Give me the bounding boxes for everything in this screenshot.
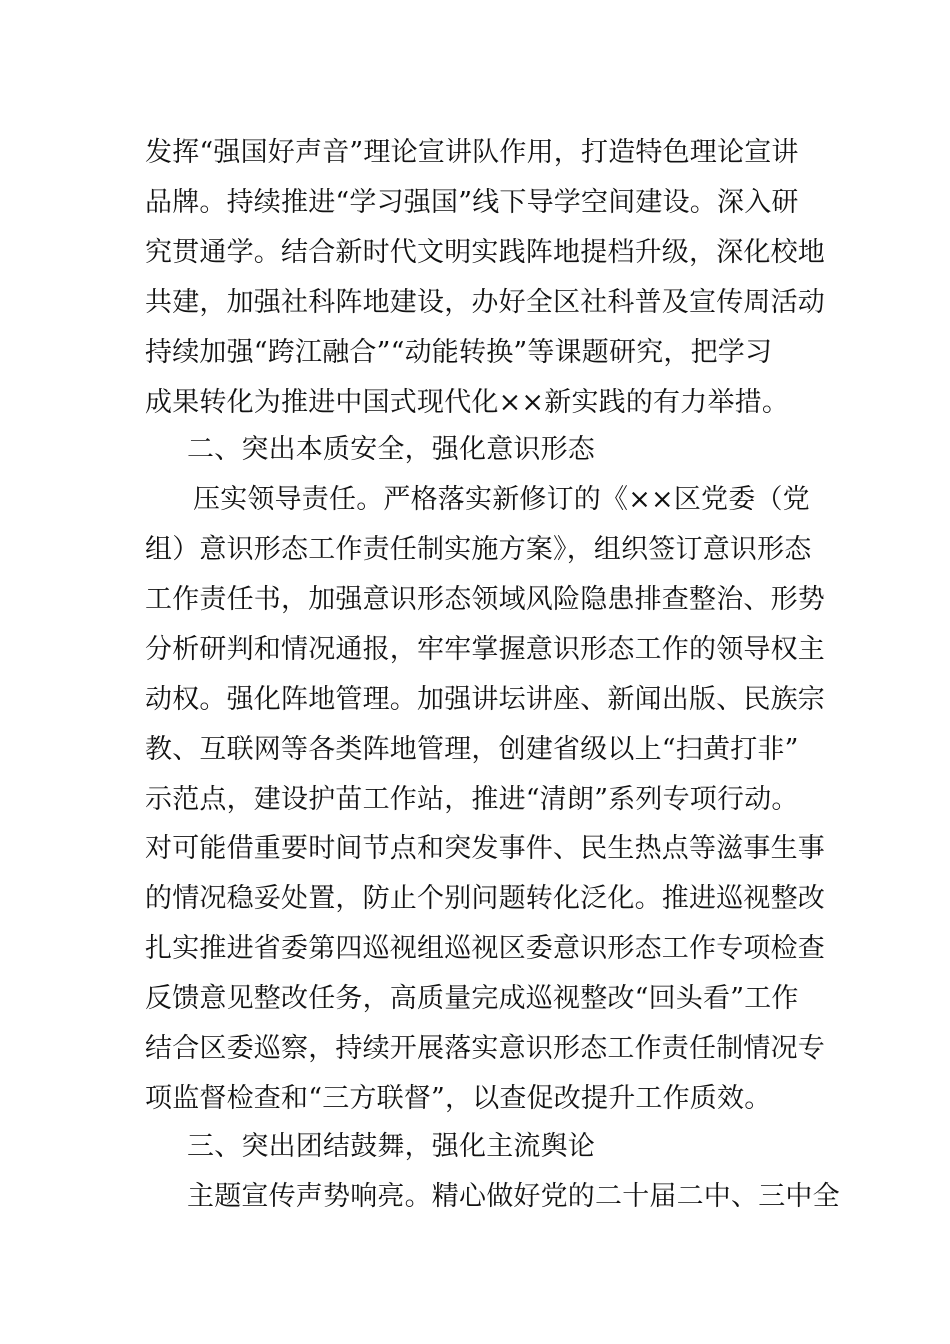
text-line: 持续加强“跨江融合”“动能转换”等课题研究，把学习 [145,337,773,368]
text-line: 发挥“强国好声音”理论宣讲队作用，打造特色理论宣讲 [145,137,799,168]
section-heading: 三、突出团结鼓舞，强化主流舆论 [187,1131,595,1162]
text-line: 项监督检查和“三方联督”，以查促改提升工作质效。 [145,1083,772,1114]
text-line: 动权。强化阵地管理。加强讲坛讲座、新闻出版、民族宗 [145,684,825,715]
text-line: 共建，加强社科阵地建设，办好全区社科普及宣传周活动 [145,287,825,318]
paragraph-first-line: 主题宣传声势响亮。精心做好党的二十届二中、三中全 [187,1181,840,1212]
text-line: 的情况稳妥处置，防止个别问题转化泛化。推进巡视整改 [145,883,825,914]
text-line: 品牌。持续推进“学习强国”线下导学空间建设。深入研 [145,187,799,218]
text-line: 究贯通学。结合新时代文明实践阵地提档升级，深化校地 [145,237,825,268]
text-line: 分析研判和情况通报，牢牢掌握意识形态工作的领导权主 [145,634,825,665]
text-line: 组）意识形态工作责任制实施方案》，组织签订意识形态 [145,534,812,565]
section-heading: 二、突出本质安全，强化意识形态 [187,434,595,465]
paragraph-first-line: 压实领导责任。严格落实新修订的《××区党委（党 [193,484,810,515]
text-line: 教、互联网等各类阵地管理，创建省级以上“扫黄打非” [145,734,799,765]
text-line: 反馈意见整改任务，高质量完成巡视整改“回头看”工作 [145,983,799,1014]
text-line: 对可能借重要时间节点和突发事件、民生热点等滋事生事 [145,833,825,864]
text-line: 工作责任书，加强意识形态领域风险隐患排查整治、形势 [145,584,825,615]
text-line: 示范点，建设护苗工作站，推进“清朗”系列专项行动。 [145,784,799,815]
text-line: 扎实推进省委第四巡视组巡视区委意识形态工作专项检查 [145,933,825,964]
text-line: 成果转化为推进中国式现代化××新实践的有力举措。 [145,387,790,418]
text-line: 结合区委巡察，持续开展落实意识形态工作责任制情况专 [145,1033,825,1064]
